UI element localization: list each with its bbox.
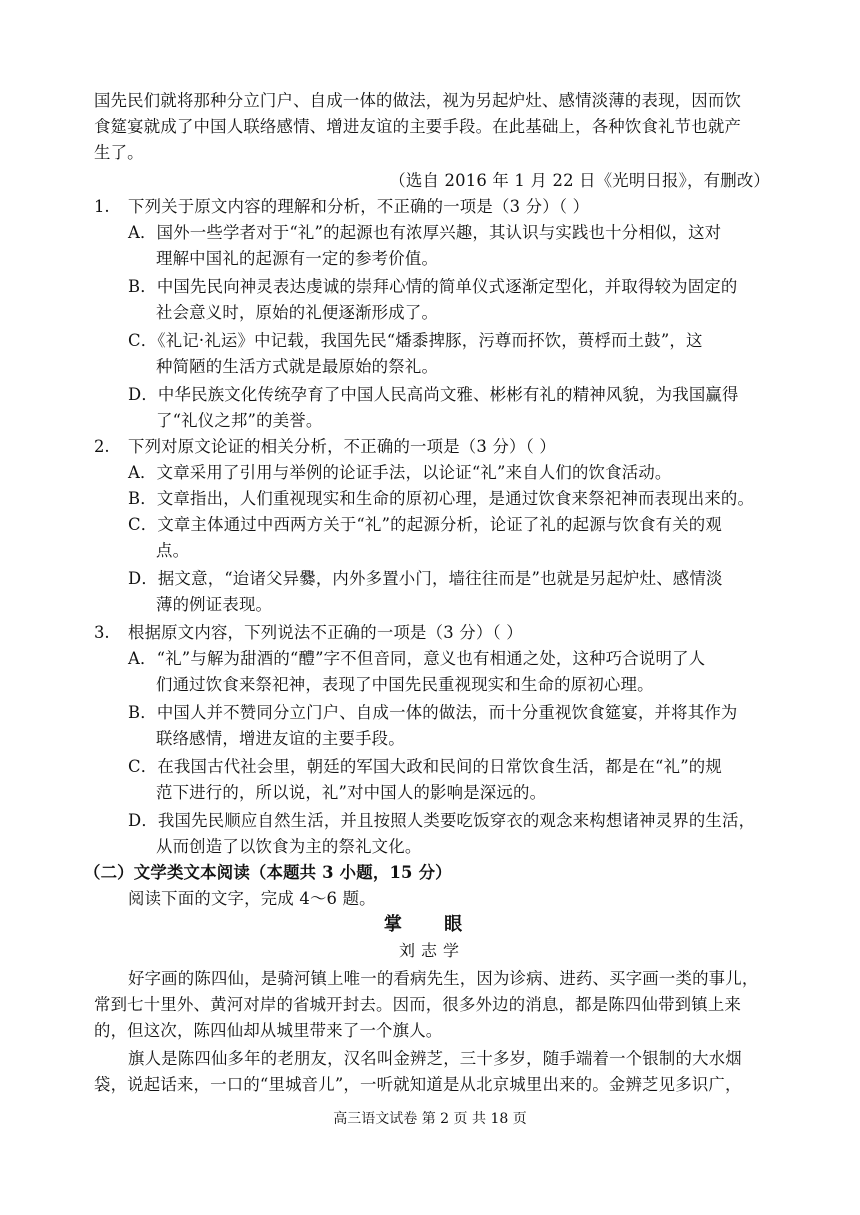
story-line: 常到七十里外、黄河对岸的省城开封去。因而，很多外边的消息，都是陈四仙带到镇上来 xyxy=(94,995,742,1014)
option-line: 点。 xyxy=(156,541,190,560)
option-line: B．文章指出，人们重视现实和生命的原初心理，是通过饮食来祭祀神而表现出来的。 xyxy=(128,489,755,508)
question-number: 2. xyxy=(94,437,110,456)
option-line: B．中国人并不赞同分立门户、自成一体的做法，而十分重视饮食筵宴，并将其作为 xyxy=(128,703,738,722)
section-instruction: 阅读下面的文字，完成 4～6 题。 xyxy=(128,889,376,908)
question-stem: 下列关于原文内容的理解和分析，不正确的一项是（3 分）（ ） xyxy=(128,197,590,216)
option-line: A．“礼”与解为甜酒的“醴”字不但音同，意义也有相通之处，这种巧合说明了人 xyxy=(128,649,706,668)
option-line: 了“礼仪之邦”的美誉。 xyxy=(156,411,323,430)
question-number: 3. xyxy=(94,623,110,642)
story-line: 旗人是陈四仙多年的老朋友，汉名叫金辨芝，三十多岁，随手端着一个银制的大水烟 xyxy=(128,1049,742,1068)
option-line: C．《礼记·礼运》中记载，我国先民“燔黍捭豚，污尊而抔饮，蒉桴而土鼓”，这 xyxy=(128,331,703,350)
option-line: 薄的例证表现。 xyxy=(156,595,273,614)
section-heading: （二）文学类文本阅读（本题共 3 小题，15 分） xyxy=(84,863,452,882)
intro-line: 食筵宴就成了中国人联络感情、增进友谊的主要手段。在此基础上，各种饮食礼节也就产 xyxy=(94,117,742,136)
story-author: 刘志学 xyxy=(398,941,465,960)
option-line: B．中国先民向神灵表达虔诚的崇拜心情的简单仪式逐渐定型化，并取得较为固定的 xyxy=(128,277,738,296)
intro-line: 生了。 xyxy=(94,143,144,162)
story-line: 袋，说起话来，一口的“里城音儿”，一听就知道是从北京城里出来的。金辨芝见多识广， xyxy=(94,1075,742,1094)
option-line: C．文章主体通过中西两方关于“礼”的起源分析，论证了礼的起源与饮食有关的观 xyxy=(128,515,722,534)
intro-line: 国先民们就将那种分立门户、自成一体的做法，视为另起炉灶、感情淡薄的表现，因而饮 xyxy=(94,91,742,110)
option-line: A．文章采用了引用与举例的论证手法，以论证“礼”来自人们的饮食活动。 xyxy=(128,463,672,482)
option-line: 联络感情，增进友谊的主要手段。 xyxy=(156,729,405,748)
option-line: 从而创造了以饮食为主的祭礼文化。 xyxy=(156,837,422,856)
option-line: D．中华民族文化传统孕育了中国人民高尚文雅、彬彬有礼的精神风貌，为我国赢得 xyxy=(128,385,739,404)
option-line: A．国外一些学者对于“礼”的起源也有浓厚兴趣，其认识与实践也十分相似，这对 xyxy=(128,223,722,242)
page-footer: 高三语文试卷 第 2 页 共 18 页 xyxy=(333,1111,527,1127)
story-line: 好字画的陈四仙，是骑河镇上唯一的看病先生，因为诊病、进药、买字画一类的事儿， xyxy=(128,969,759,988)
option-line: 种简陋的生活方式就是最原始的祭礼。 xyxy=(156,357,439,376)
option-line: D．我国先民顺应自然生活，并且按照人类要吃饭穿衣的观念来构想诸神灵界的生活， xyxy=(128,811,756,830)
question-stem: 根据原文内容，下列说法不正确的一项是（3 分）（ ） xyxy=(128,623,523,642)
option-line: D．据文意，“迨诸父异爨，内外多置小门，墙往往而是”也就是另起炉灶、感情淡 xyxy=(128,569,723,588)
story-line: 的，但这次，陈四仙却从城里带来了一个旗人。 xyxy=(94,1021,443,1040)
question-number: 1. xyxy=(94,197,110,216)
question-stem: 下列对原文论证的相关分析，不正确的一项是（3 分）（ ） xyxy=(128,437,557,456)
option-line: 理解中国礼的起源有一定的参考价值。 xyxy=(156,249,439,268)
source-note: （选自 2016 年 1 月 22 日《光明日报》，有删改） xyxy=(389,171,770,190)
option-line: 范下进行的，所以说，礼”对中国人的影响是深远的。 xyxy=(156,783,547,802)
option-line: 社会意义时，原始的礼便逐渐形成了。 xyxy=(156,303,439,322)
option-line: 们通过饮食来祭祀神，表现了中国先民重视现实和生命的原初心理。 xyxy=(156,675,654,694)
story-title: 掌 眼 xyxy=(383,914,481,935)
option-line: C．在我国古代社会里，朝廷的军国大政和民间的日常饮食生活，都是在“礼”的规 xyxy=(128,757,722,776)
